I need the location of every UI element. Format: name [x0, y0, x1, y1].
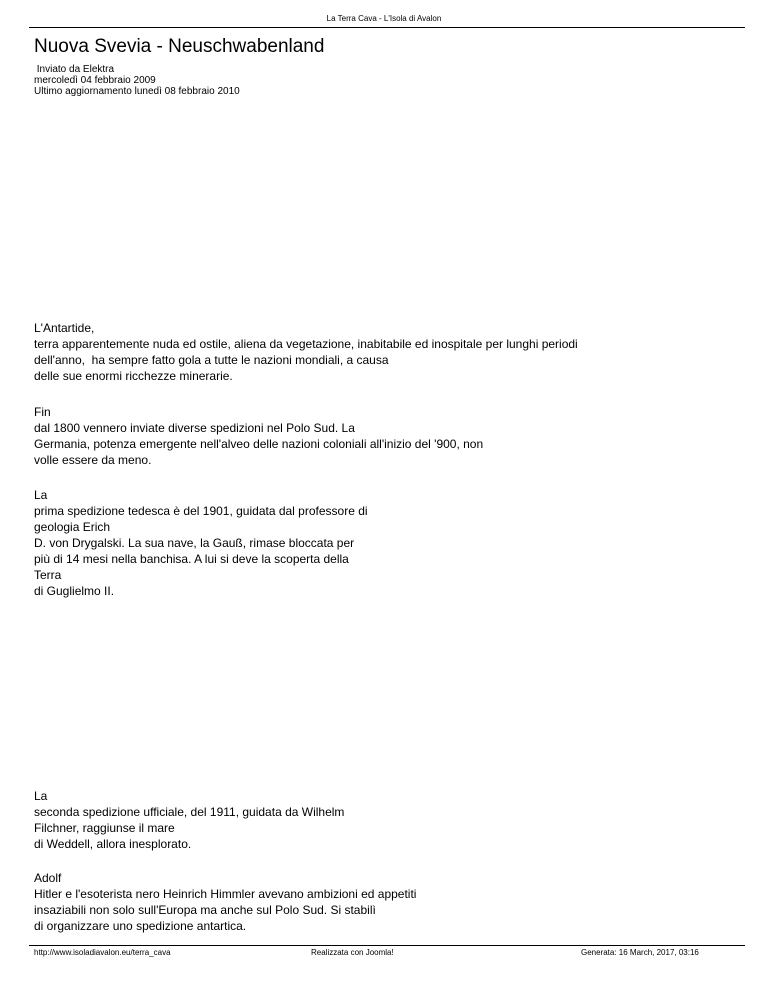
text-line: più di 14 mesi nella banchisa. A lui si deve la scoperta della [34, 552, 349, 566]
article-title: Nuova Svevia - Neuschwabenland [34, 36, 325, 57]
text-line: prima spedizione tedesca è del 1901, guidata dal professore di [34, 504, 368, 518]
text-line: La [34, 789, 48, 803]
footer-url: http://www.isoladiavalon.eu/terra_cava [34, 948, 171, 957]
text-line: di organizzare uno spedizione antartica. [34, 919, 247, 933]
text-line: D. von Drygalski. La sua nave, la Gauß, rimase bloccata per [34, 536, 355, 550]
paragraph-hitler-himmler [34, 870, 416, 934]
paragraph-second-expedition [34, 788, 344, 852]
text-line: Hitler e l'esoterista nero Heinrich Himmler avevano ambizioni ed appetiti [34, 887, 417, 901]
article-meta [34, 64, 240, 97]
text-line: Adolf [34, 871, 62, 885]
updated-date: Ultimo aggiornamento lunedì 08 febbraio 2010 [34, 86, 240, 97]
text-line: terra apparentemente nuda ed ostile, aliena da vegetazione, inabitabile ed inospitale per lunghi periodi [34, 337, 578, 351]
header-divider [29, 27, 745, 28]
text-line: delle sue enormi ricchezze minerarie. [34, 369, 233, 383]
text-line: Filchner, raggiunse il mare [34, 821, 175, 835]
author-line: Inviato da Elektra [34, 64, 115, 75]
text-line: geologia Erich [34, 520, 111, 534]
text-line: di Weddell, allora inesplorato. [34, 837, 192, 851]
text-line: Fin [34, 405, 51, 419]
paragraph-expeditions [34, 404, 483, 468]
paragraph-first-expedition [34, 487, 368, 599]
text-line: L'Antartide, [34, 321, 95, 335]
text-line: dell'anno, ha sempre fatto gola a tutte le nazioni mondiali, a causa [34, 353, 389, 367]
paragraph-antarctica [34, 320, 578, 384]
footer-powered-by: Realizzata con Joomla! [311, 948, 394, 957]
text-line: dal 1800 vennero inviate diverse spedizioni nel Polo Sud. La [34, 421, 355, 435]
text-line: Germania, potenza emergente nell'alveo delle nazioni coloniali all'inizio del '900, non [34, 437, 484, 451]
text-line: di Guglielmo II. [34, 584, 115, 598]
text-line: La [34, 488, 48, 502]
text-line: insaziabili non solo sull'Europa ma anche sul Polo Sud. Si stabilì [34, 903, 376, 917]
text-line: volle essere da meno. [34, 453, 152, 467]
footer-generated: Generata: 16 March, 2017, 03:16 [581, 948, 699, 957]
footer-divider [29, 945, 745, 946]
created-date: mercoledì 04 febbraio 2009 [34, 75, 156, 86]
text-line: seconda spedizione ufficiale, del 1911, guidata da Wilhelm [34, 805, 345, 819]
site-title-header: La Terra Cava - L'Isola di Avalon [326, 14, 442, 23]
text-line: Terra [34, 568, 62, 582]
